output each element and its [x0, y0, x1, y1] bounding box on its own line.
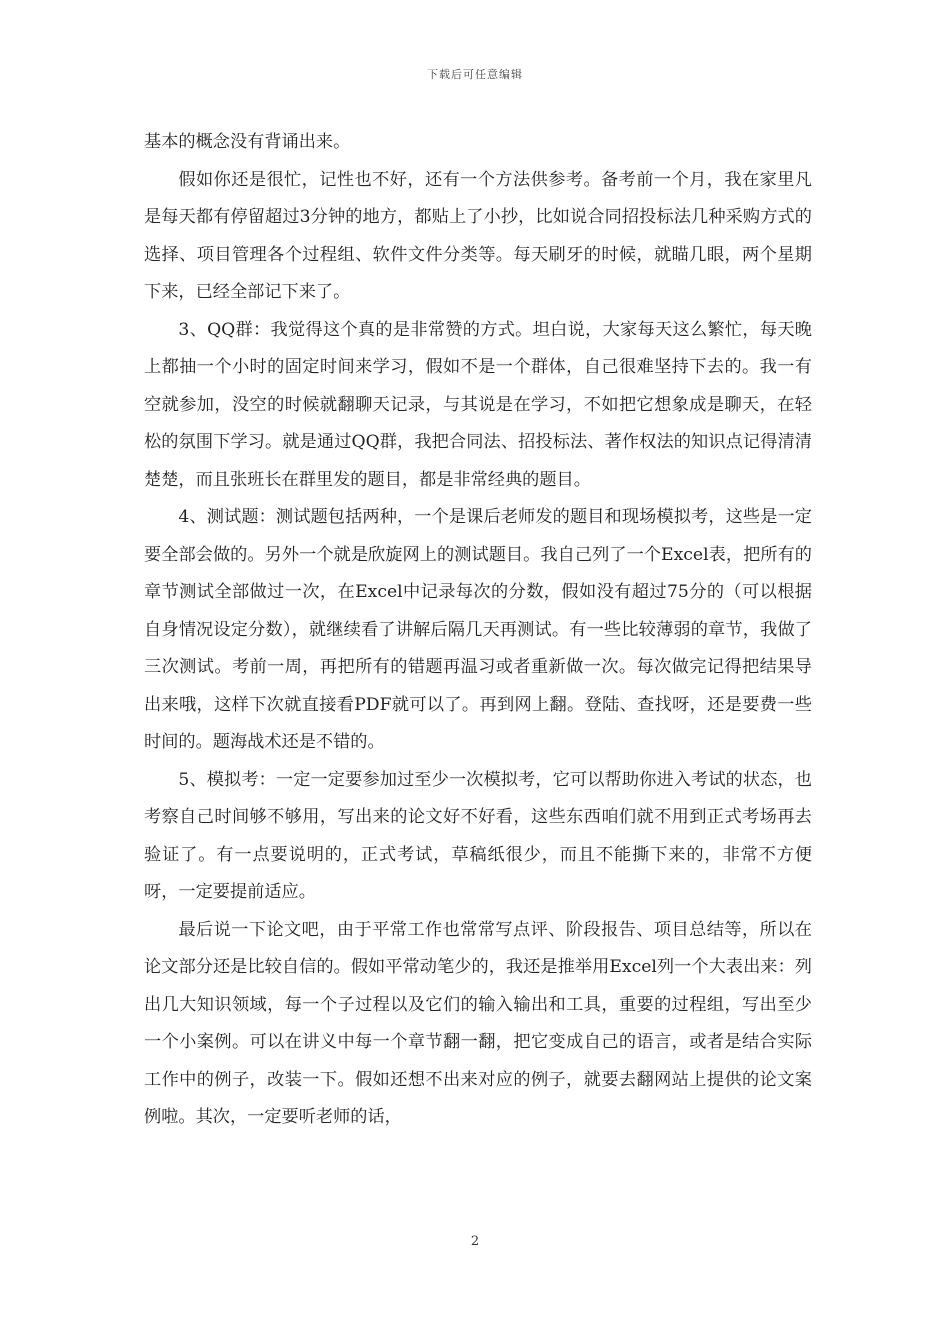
paragraph-qq-group: 3、QQ群：我觉得这个真的是非常赞的方式。坦白说，大家每天这么繁忙，每天晚上都抽一个小时的固定时间来学习，假如不是一个群体，自己很难坚持下去的。我一有空就参加，没空的时候就翻聊天记录，与其说是在学习，不如把它想象成是聊天，在轻松的氛围下学习。就是通过QQ群，我把合同法、招投标法、著作权法的知识点记得清清楚楚，而且张班长在群里发的题目，都是非常经典的题目。 [144, 319, 812, 490]
page-number: 2 [470, 1234, 480, 1249]
page-header: 下载后可任意编辑 [427, 68, 523, 81]
paragraph-test-questions: 4、测试题：测试题包括两种，一个是课后老师发的题目和现场模拟考，这些是一定要全部会做的。另外一个就是欣旋网上的测试题目。我自己列了一个Excel表，把所有的章节测试全部做过一次，在Excel中记录每次的分数，假如没有超过75分的（可以根据自身情况设定分数），就继续看了讲解后隔几天再测试。有一些比较薄弱的章节，我做了三次测试。考前一周，再把所有的错题再温习或者重新做一次。每次做完记得把结果导出来哦，这样下次就直接看PDF就可以了。再到网上翻。登陆、查找呀，还是要费一些时间的。题海战术还是不错的。 [144, 507, 812, 752]
paragraph-mock-exam: 5、模拟考：一定一定要参加过至少一次模拟考，它可以帮助你进入考试的状态，也考察自己时间够不够用，写出来的论文好不好看，这些东西咱们就不用到正式考场再去验证了。有一点要说明的，正式考试，草稿纸很少，而且不能撕下来的，非常不方便呀，一定要提前适应。 [144, 769, 812, 902]
paragraph-continued: 基本的概念没有背诵出来。 [144, 132, 351, 152]
document-body [144, 124, 812, 1137]
paragraph-thesis: 最后说一下论文吧，由于平常工作也常常写点评、阶段报告、项目总结等，所以在论文部分还是比较自信的。假如平常动笔少的，我还是推举用Excel列一个大表出来：列出几大知识领域，每一个子过程以及它们的输入输出和工具，重要的过程组，写出至少一个小案例。可以在讲义中每一个章节翻一翻，把它变成自己的语言，或者是结合实际工作中的例子，改装一下。假如还想不出来对应的例子，就要去翻网站上提供的论文案例啦。其次，一定要听老师的话， [144, 919, 812, 1127]
paragraph-memory-method: 假如你还是很忙，记性也不好，还有一个方法供参考。备考前一个月，我在家里凡是每天都有停留超过3分钟的地方，都贴上了小抄，比如说合同招投标法几种采购方式的选择、项目管理各个过程组、软件文件分类等。每天刷牙的时候，就瞄几眼，两个星期下来，已经全部记下来了。 [144, 169, 812, 302]
